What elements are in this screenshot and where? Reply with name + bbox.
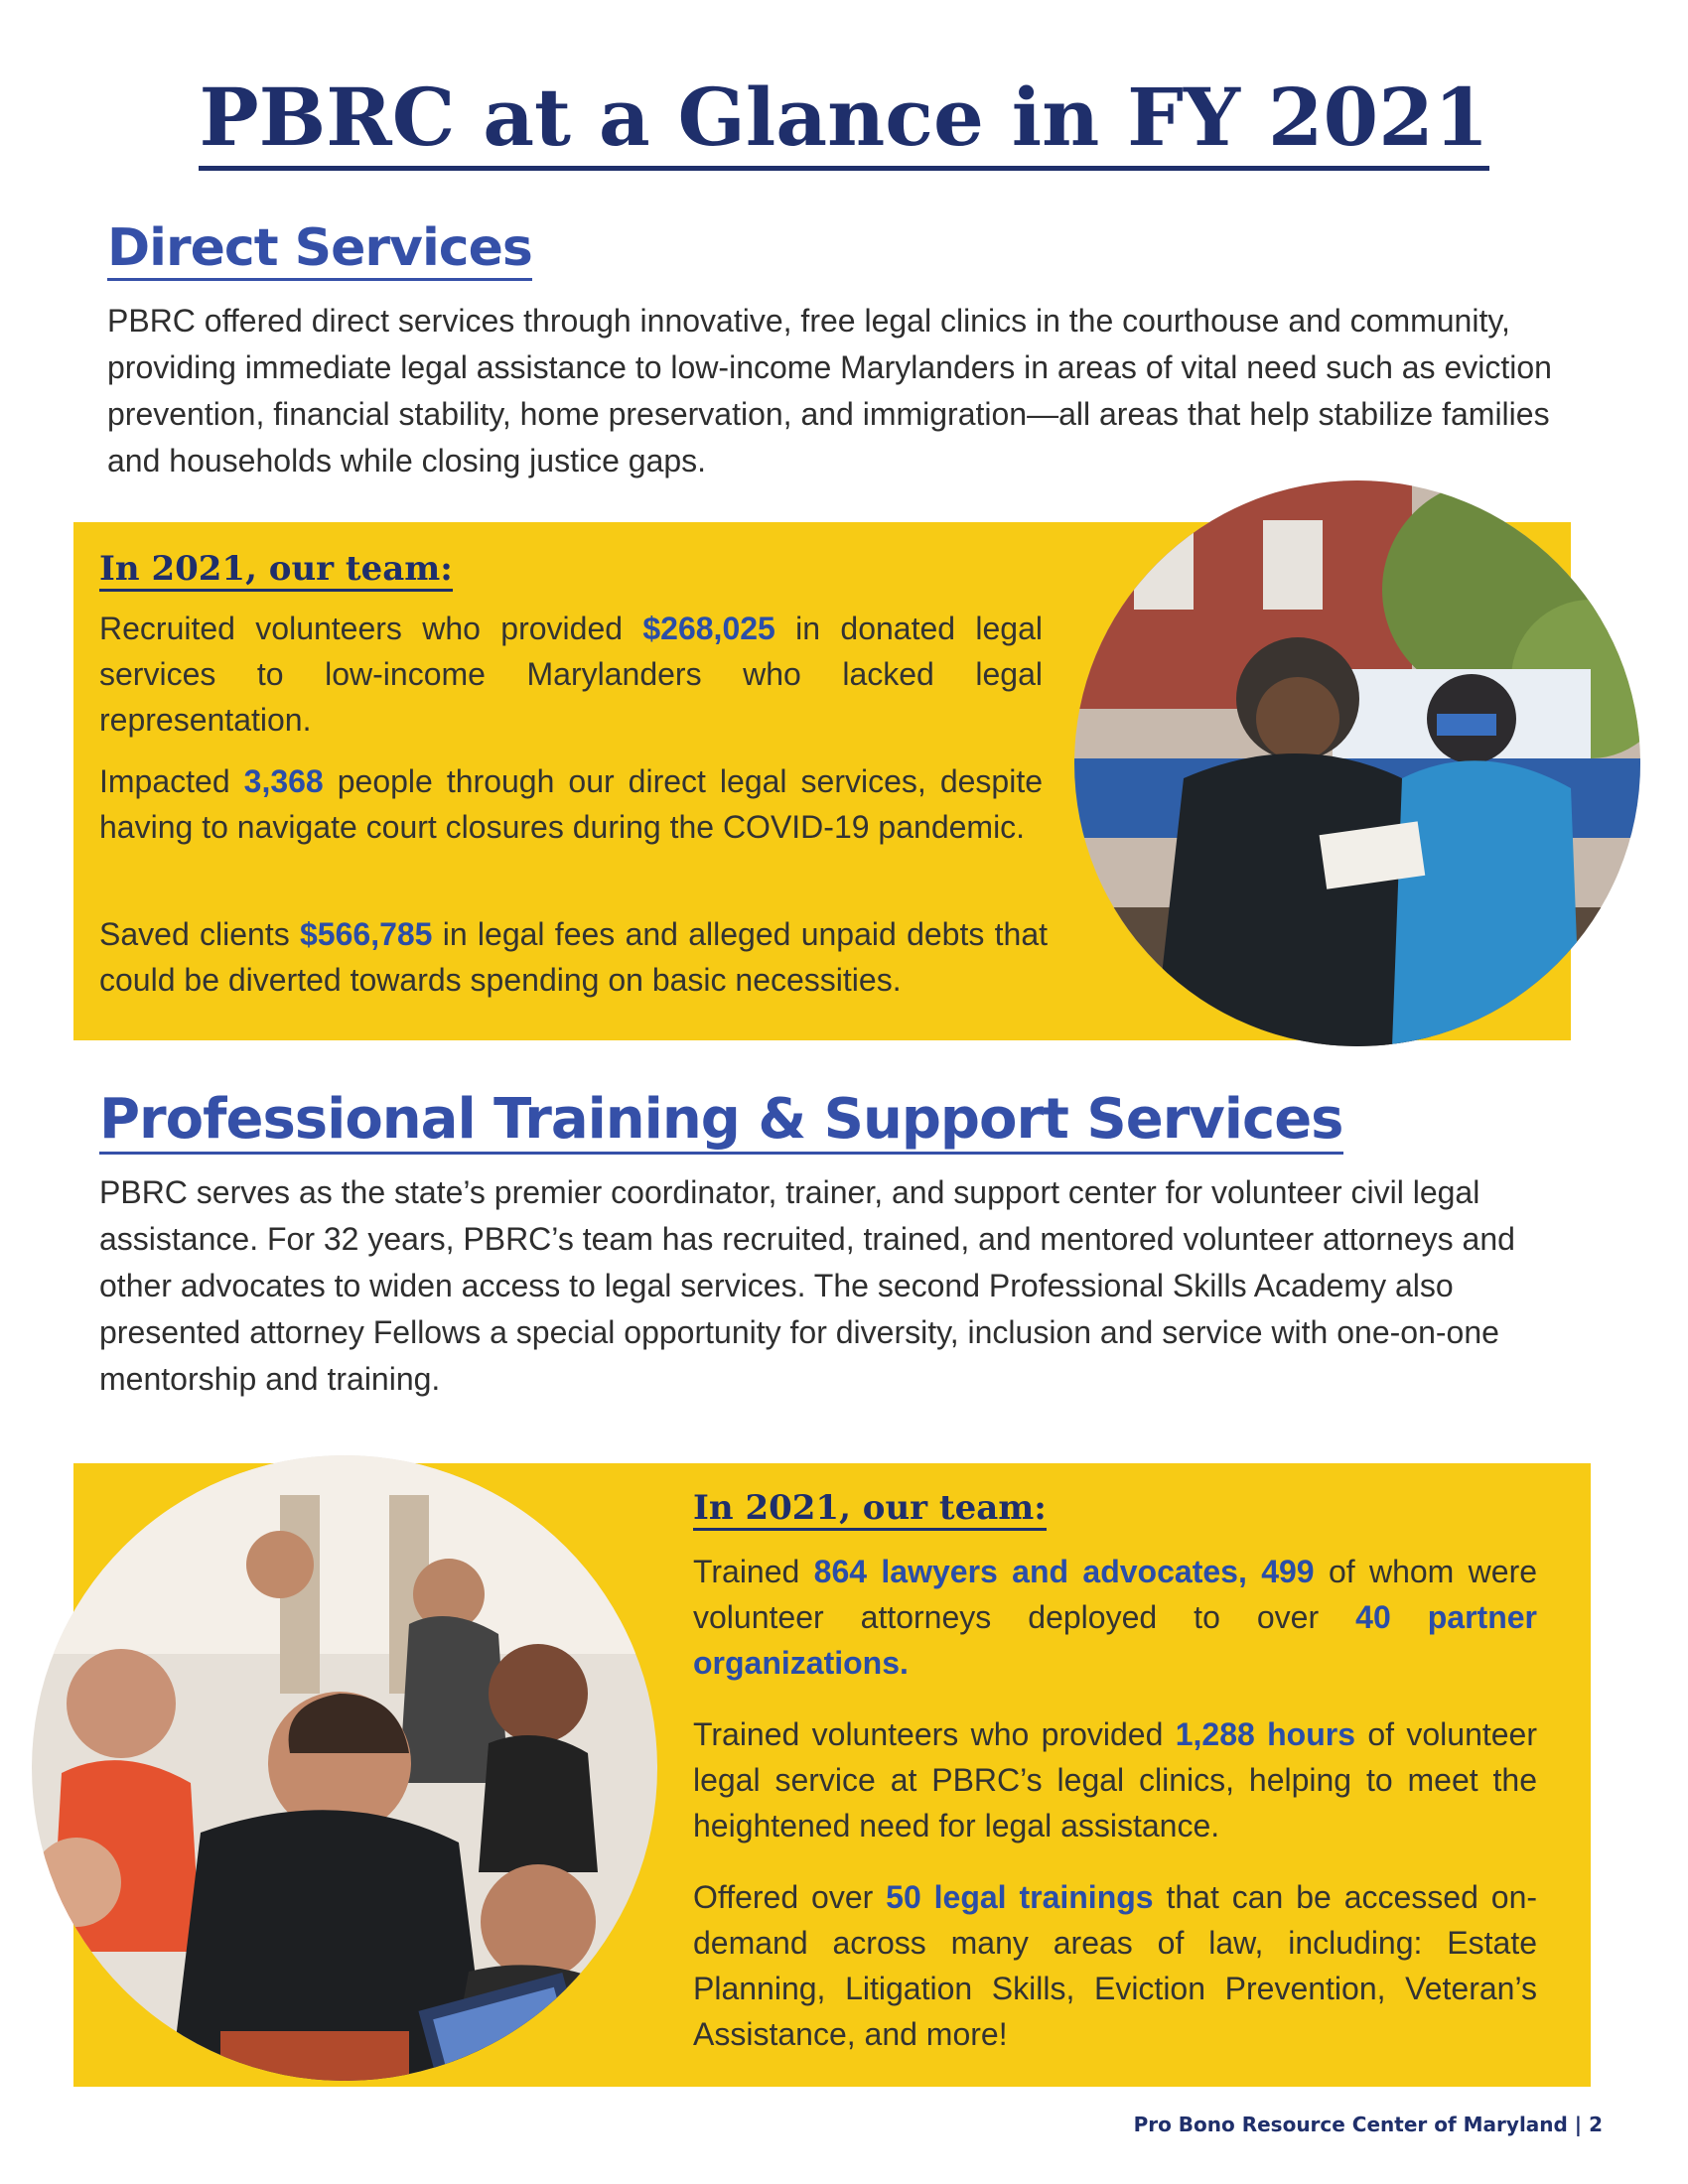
direct-services-body: PBRC offered direct services through innovative, free legal clinics in the courthouse and community, providing immediate legal assistance to low-income Marylanders in areas of vital need such as eviction prevention, financial stability, home preservation, and immigration—all areas that help stabilize families and households while closing justice gaps. [107,303,1552,478]
panel-heading: In 2021, our team: [99,552,453,586]
stat-item: Impacted 3,368 people through our direct legal services, despite having to navigate court closures during the COVID-19 pandemic. [99,763,1043,845]
stat-item: Offered over 50 legal trainings that can be accessed on-demand across many areas of law, including: Estate Planning, Litigation Skills, Eviction Prevention, Veteran’s Assistance, and more! [693,1879,1538,2052]
panel-heading: In 2021, our team: [693,1491,1047,1525]
training-heading: Professional Training & Support Services [99,1092,1343,1148]
training-photo [32,1455,657,2081]
page-footer: Pro Bono Resource Center of Maryland | 2 [1133,2113,1603,2136]
stat-item: Recruited volunteers who provided $268,025 in donated legal services to low-income Marylanders who lacked legal representation. [99,611,1043,738]
page-title: PBRC at a Glance in FY 2021 [0,77,1688,157]
stat-item: Trained 864 lawyers and advocates, 499 of whom were volunteer attorneys deployed to over 40 partner organizations. [693,1554,1538,1681]
clinic-photo [1074,480,1640,1046]
stat-item: Saved clients $566,785 in legal fees and alleged unpaid debts that could be diverted towards spending on basic necessities. [99,916,1049,998]
direct-services-heading: Direct Services [107,222,532,274]
training-body: PBRC serves as the state’s premier coordinator, trainer, and support center for volunteer civil legal assistance. For 32 years, PBRC’s team has recruited, trained, and mentored volunteer attorneys and other advocates to widen access to legal services. The second Professional Skills Academy also presented attorney Fellows a special opportunity for diversity, inclusion and service with one-on-one mentorship and training. [99,1174,1515,1397]
stat-item: Trained volunteers who provided 1,288 hours of volunteer legal service at PBRC’s legal clinics, helping to meet the heightened need for legal assistance. [693,1716,1537,1843]
